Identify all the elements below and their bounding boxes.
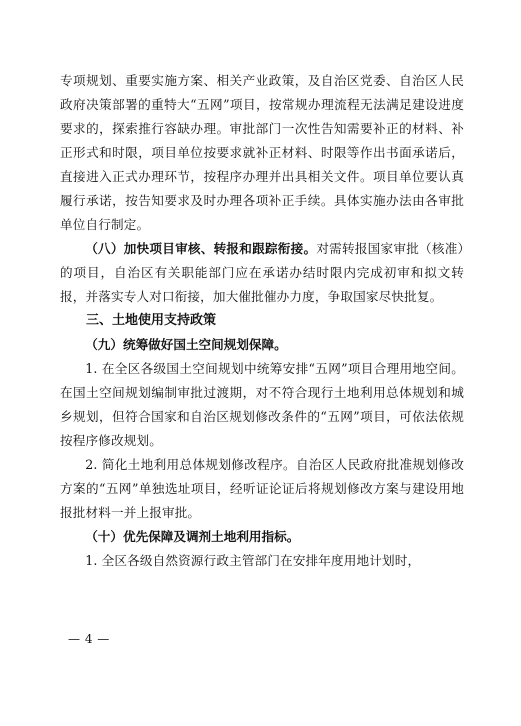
paragraph-item-10-1: 1. 全区各级自然资源行政主管部门在安排年度用地计划时， bbox=[85, 553, 421, 568]
paragraph-item-9-2: 2. 简化土地利用总体规划修改程序。自治区人民政府批准规划修改方案的“五网”单独选址项目，经听证论证后将规划修改方案与建设用地报批材料一并上报审批。 bbox=[60, 457, 464, 520]
paragraph-item-9-1: 1. 在全区各级国土空间规划中统筹安排“五网”项目合理用地空间。在国土空间规划编制审批过渡期，对不符合现行土地利用总体规划和城乡规划，但符合国家和自治区规划修改条件的“五网”项目，可依法依规按程序修改规划。 bbox=[60, 361, 464, 448]
item-8-body: 对需转报国家审批（核准）的项目，自治区有关职能部门应在承诺办结时限内完成初审和拟文转报，并落实专人对口衔接，加大催批催办力度，争取国家尽快批复。 bbox=[60, 241, 464, 304]
section-3-heading: 三、土地使用支持政策 bbox=[86, 313, 217, 328]
item-10-heading: （十）优先保障及调剂土地利用指标。 bbox=[85, 529, 300, 544]
paragraph-item-8 bbox=[60, 237, 464, 309]
page-number: — 4 — bbox=[68, 632, 110, 646]
paragraph-continued: 专项规划、重要实施方案、相关产业政策，及自治区党委、自治区人民政府决策部署的重特大“五网”项目，按常规办理流程无法满足建设进度要求的，探索推行容缺办理。审批部门一次性告知需要补正的材料、补正形式和时限，项目单位按要求就补正材料、时限等作出书面承诺后，直接进入正式办理环节，按程序办理并出具相关文件。项目单位要认真履行承诺，按告知要求及时办理各项补正手续。具体实施办法由各审批单位自行制定。 bbox=[60, 73, 464, 232]
document-body bbox=[60, 69, 464, 573]
item-8-heading: （八）加快项目审核、转报和跟踪衔接。 bbox=[85, 241, 317, 256]
item-9-heading: （九）统筹做好国土空间规划保障。 bbox=[85, 337, 287, 352]
